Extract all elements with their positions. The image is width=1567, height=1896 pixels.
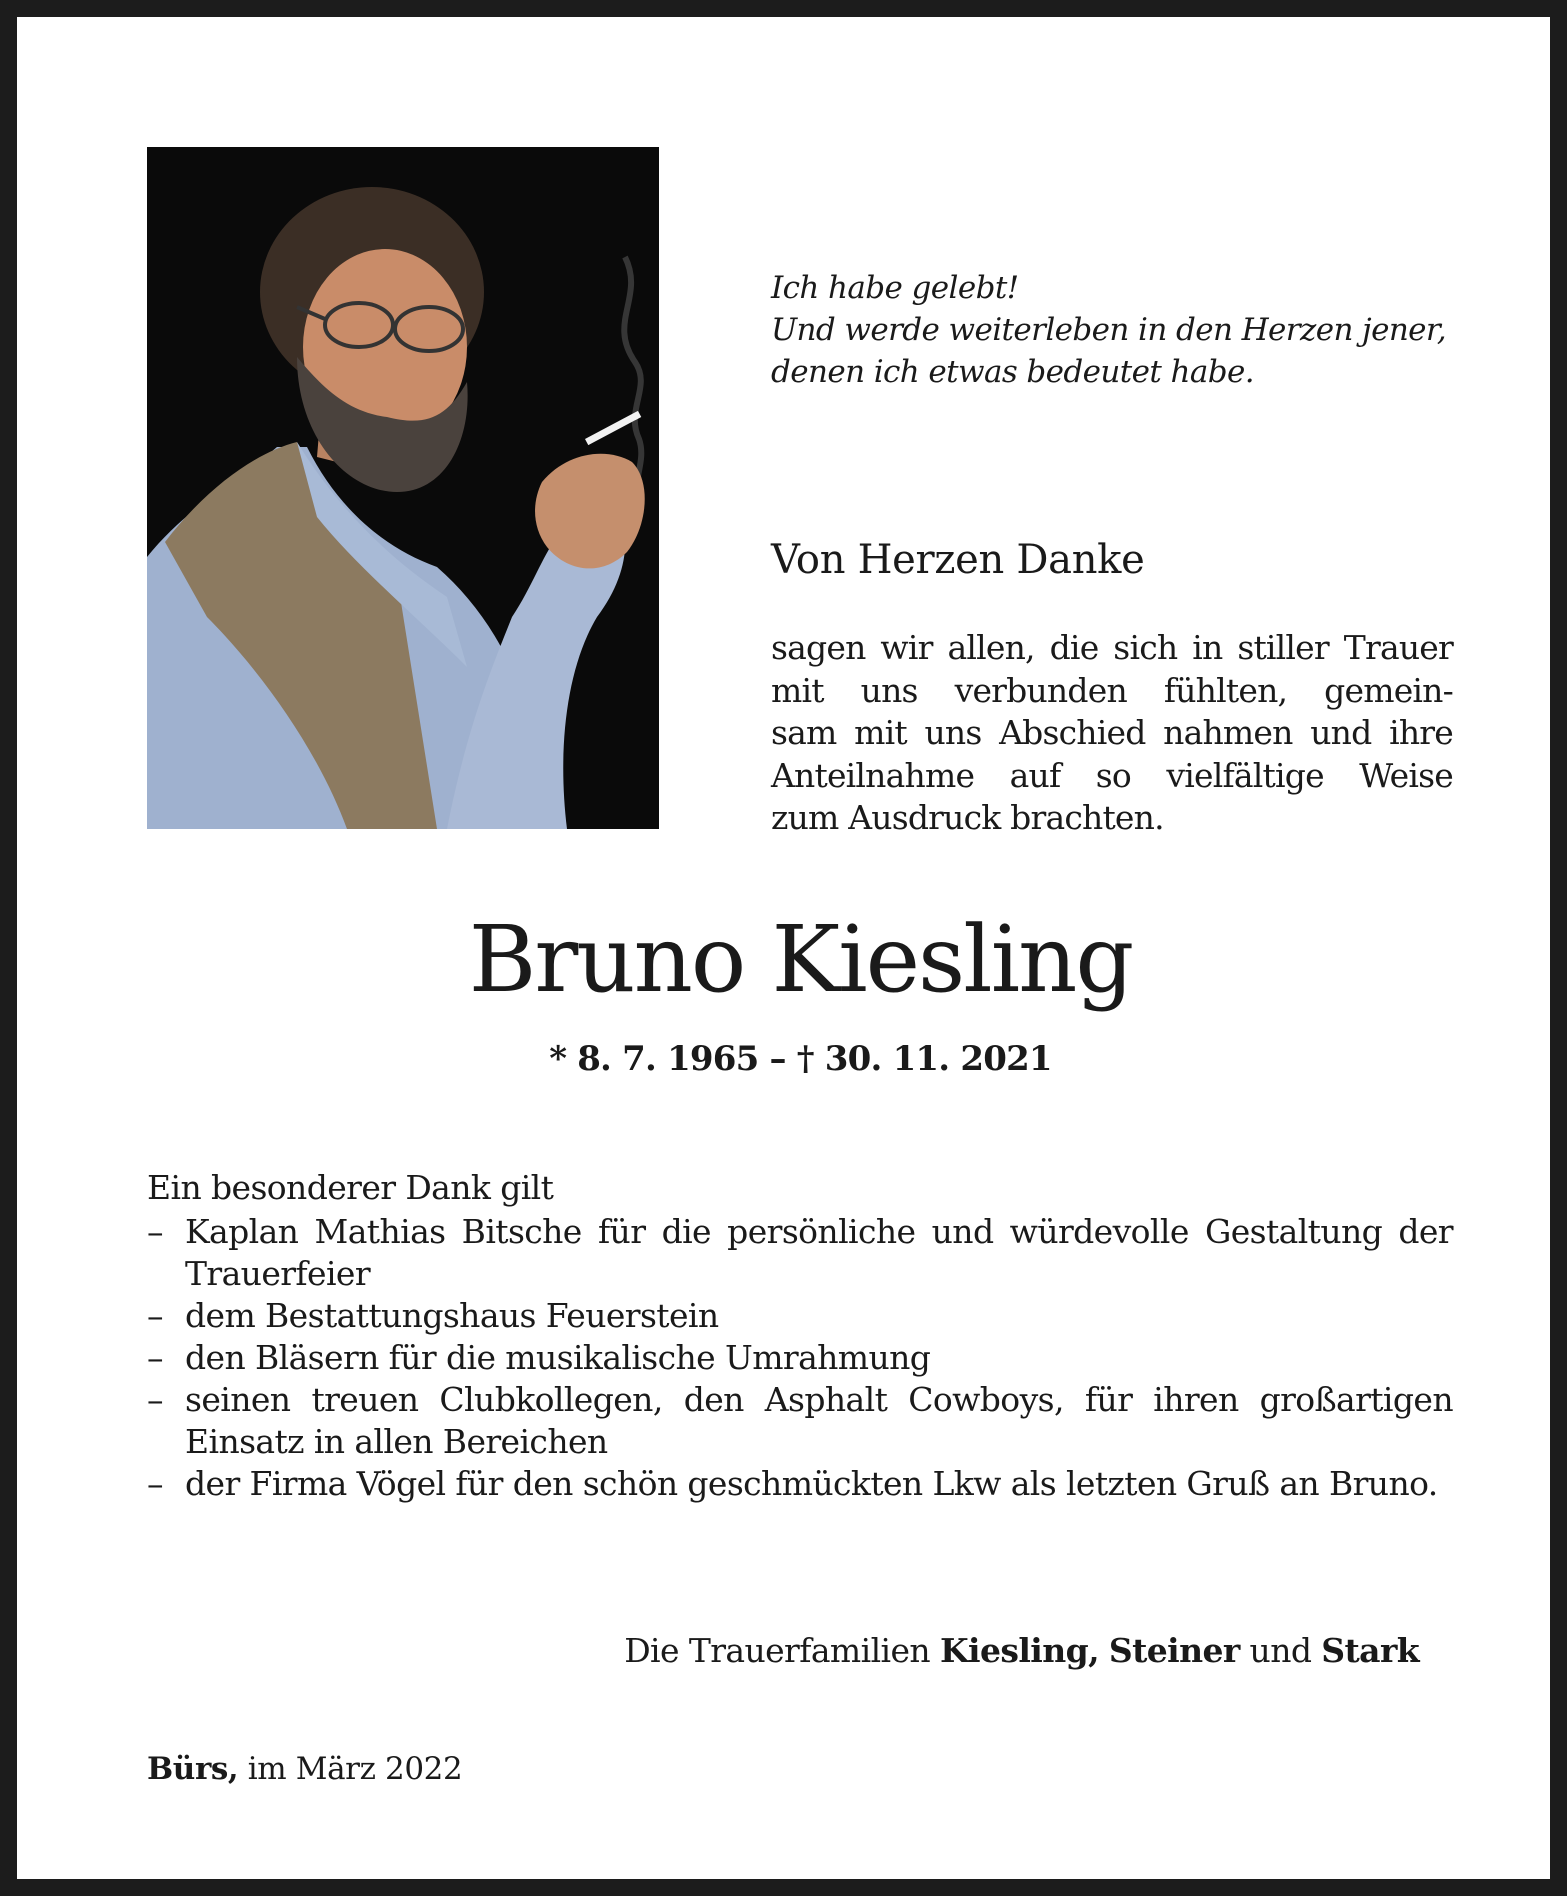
quote — [771, 267, 1451, 393]
dash: – — [147, 1338, 163, 1377]
place-town: Bürs, — [147, 1751, 239, 1787]
deceased-name: Bruno Kiesling — [468, 906, 1133, 1013]
quote-line: Und werde weiterleben in den Herzen jener, — [771, 312, 1446, 348]
dash: – — [147, 1464, 163, 1503]
life-dates: * 8. 7. 1965 – † 30. 11. 2021 — [549, 1039, 1052, 1079]
portrait-photo — [147, 147, 659, 829]
signature — [624, 1629, 1419, 1673]
special-thanks-intro: Ein besonderer Dank gilt — [147, 1168, 554, 1207]
thanks-heading: Von Herzen Danke — [771, 537, 1145, 583]
list-item — [147, 1379, 1453, 1463]
list-item-text: seinen treuen Clubkollegen, den Asphalt Cowboys, für ihren großartigen Einsatz in allen Bereichen — [185, 1380, 1453, 1461]
list-item — [147, 1211, 1453, 1295]
list-item — [147, 1337, 1453, 1379]
place-date — [147, 1747, 462, 1791]
dash: – — [147, 1212, 163, 1251]
dash: – — [147, 1380, 163, 1419]
family-stark: Stark — [1321, 1631, 1419, 1670]
thanks-line: Anteilnahme auf so vielfältige Weise — [771, 755, 1453, 795]
quote-line: Ich habe gelebt! — [771, 270, 1019, 306]
signature-prefix: Die Trauerfamilien — [624, 1631, 931, 1670]
thanks-line: zum Ausdruck brachten. — [771, 798, 1164, 837]
family-steiner: Steiner — [1108, 1631, 1240, 1670]
list-item-text: Kaplan Mathias Bitsche für die persönliche und würdevolle Gestaltung der Trauerfeier — [185, 1212, 1453, 1293]
place-date-text: im März 2022 — [247, 1751, 463, 1787]
portrait-illustration — [147, 147, 659, 829]
signature-joiner: und — [1249, 1631, 1312, 1670]
thanks-line: sagen wir allen, die sich in stiller Trauer — [771, 628, 1453, 667]
list-item — [147, 1463, 1453, 1505]
dash: – — [147, 1296, 163, 1335]
quote-line: denen ich etwas bedeutet habe. — [771, 354, 1254, 390]
special-thanks — [147, 1167, 1453, 1505]
list-item-text: dem Bestattungshaus Feuerstein — [185, 1296, 719, 1335]
thanks-body — [771, 627, 1453, 840]
family-kiesling: Kiesling, — [939, 1631, 1099, 1670]
list-item-text: der Firma Vögel für den schön geschmückten Lkw als letzten Gruß an Bruno. — [185, 1464, 1438, 1503]
thanks-line: mit uns verbunden fühlten, gemein- — [771, 670, 1453, 710]
list-item — [147, 1295, 1453, 1337]
list-item-text: den Bläsern für die musikalische Umrahmung — [185, 1338, 931, 1377]
thanks-line: sam mit uns Abschied nahmen und ihre — [771, 713, 1453, 752]
